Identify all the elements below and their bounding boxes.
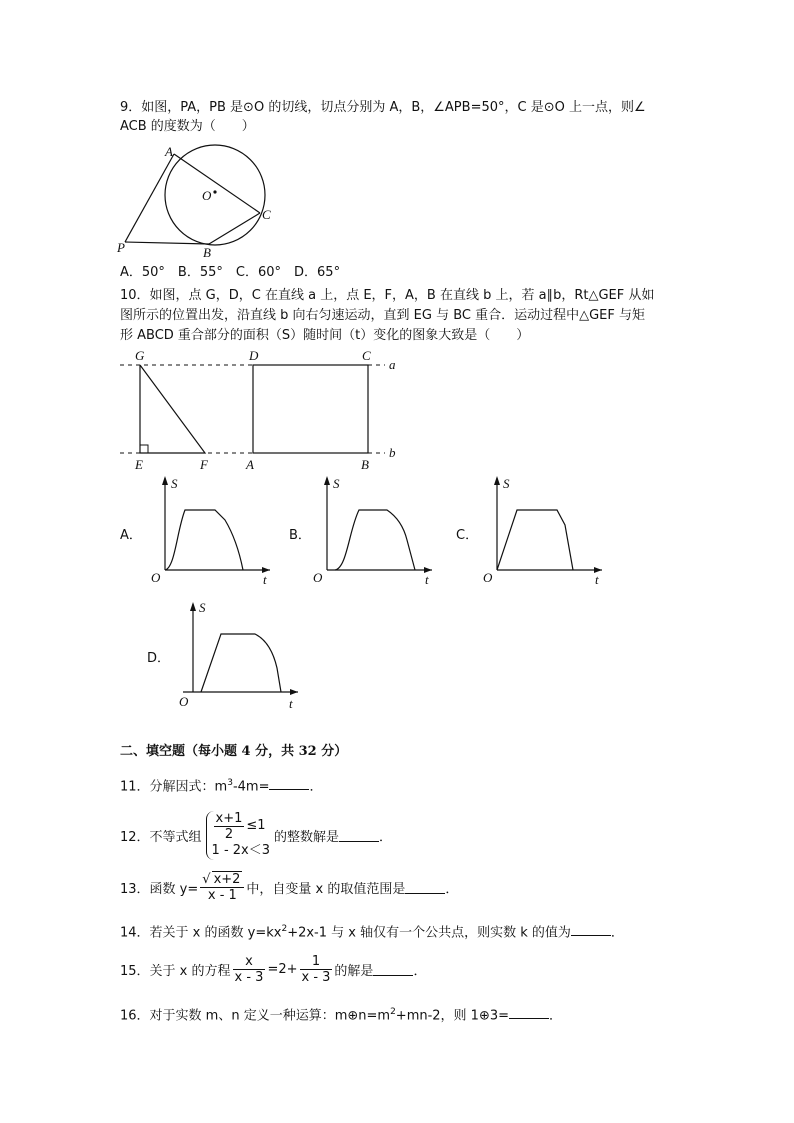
q15-fraction-1 (233, 954, 266, 985)
curve-b (335, 510, 415, 570)
q16 (120, 1003, 562, 1025)
q14 (120, 920, 624, 942)
q16-exp: 2 (390, 1007, 396, 1017)
q11-suffix: -4m= (232, 779, 270, 795)
q12-suffix: 的整数解是 (274, 829, 340, 845)
q16-answer-blank[interactable] (509, 1006, 549, 1019)
t-label: t (595, 572, 599, 587)
label-c: C (362, 348, 371, 363)
o-label: O (151, 570, 161, 585)
sqrt-sign: √ (202, 872, 211, 887)
curve-a (165, 510, 243, 570)
inequality-system (206, 811, 270, 860)
q13-radicand: x+2 (213, 872, 241, 887)
s-label: S (171, 476, 178, 491)
q15-prefix: 15．关于 x 的方程 (120, 963, 231, 979)
label-f: F (200, 457, 208, 472)
q14-exp: 2 (281, 924, 288, 934)
q13-fraction (200, 871, 244, 903)
q12-answer-blank[interactable] (339, 829, 379, 842)
q15-answer-blank[interactable] (373, 963, 413, 976)
right-angle-mark (140, 445, 148, 453)
curve-c (497, 510, 573, 570)
o-label: O (179, 694, 189, 709)
label-line-a: a (389, 357, 396, 372)
t-label: t (263, 572, 267, 587)
q12-prefix: 12．不等式组 (120, 829, 202, 845)
label-a-point: A (246, 457, 254, 472)
q15-num2: 1 (300, 954, 333, 970)
q11-prefix: 11．分解因式：m (120, 779, 228, 795)
q13-answer-blank[interactable] (405, 881, 445, 894)
q15 (120, 951, 426, 987)
label-b: B (203, 245, 211, 260)
s-label: S (199, 600, 206, 615)
q12-end: ． (379, 829, 393, 845)
q13-end: ． (445, 881, 459, 897)
t-arrow (290, 689, 298, 695)
q13-den: x - 1 (207, 888, 237, 903)
q12 (120, 803, 392, 867)
q10-line1: 10．如图，点 G，D，C 在直线 a 上，点 E，F，A，B 在直线 b 上，若 a∥b，Rt△GEF 从如 (120, 288, 655, 303)
choice-c-label: C． (456, 528, 479, 543)
q11-exp: 3 (227, 778, 233, 788)
q15-suffix: 的解是 (334, 963, 374, 979)
circle-o (165, 145, 265, 245)
q10-line2: 图所示的位置出发，沿直线 b 向右匀速运动，直到 EG 与 BC 重合．运动过程中△GEF 与矩 (120, 308, 645, 323)
choice-b-label: B． (289, 528, 311, 543)
choice-a-label: A． (120, 528, 142, 543)
choice-d-graph (173, 596, 308, 716)
q12-row2: 1 - 2x＜3 (211, 842, 271, 858)
q12-num: x+1 (215, 810, 243, 826)
label-p: P (117, 240, 125, 255)
q15-den1: x - 3 (234, 969, 264, 985)
q15-mid: =2+ (267, 961, 298, 977)
q11-end: ． (309, 779, 323, 795)
s-arrow (324, 476, 330, 485)
q15-num1: x (233, 954, 266, 970)
q15-end: ． (413, 963, 427, 979)
q10-line3: 形 ABCD 重合部分的面积（S）随时间（t）变化的图象大致是（ ） (120, 328, 530, 343)
q13-prefix: 13．函数 y= (120, 881, 199, 897)
section-title: 二、填空题（每小题 4 分，共 32 分） (120, 744, 348, 759)
label-d: D (249, 348, 259, 363)
q16-prefix: 16．对于实数 m、n 定义一种运算：m⊕n=m (120, 1008, 391, 1024)
curve-d (201, 634, 281, 692)
q14-answer-blank[interactable] (571, 923, 611, 936)
q14-mid: +2x-1 与 x 轴仅有一个公共点，则实数 k 的值为 (287, 925, 571, 941)
tangent-pa (125, 154, 174, 242)
q15-den2: x - 3 (301, 969, 331, 985)
label-a: A (165, 144, 173, 159)
q12-den: 2 (224, 826, 234, 842)
q11-answer-blank[interactable] (269, 777, 309, 790)
q9-line1: 9．如图，PA，PB 是⊙O 的切线，切点分别为 A，B，∠APB=50°，C 是⊙O 上一点，则∠ (120, 100, 646, 115)
o-label: O (483, 570, 493, 585)
t-label: t (425, 572, 429, 587)
q9-circle-figure (115, 140, 285, 265)
q14-prefix: 14．若关于 x 的函数 y=kx (120, 925, 282, 941)
choice-a-graph (145, 470, 280, 590)
label-line-b: b (389, 445, 396, 460)
s-label: S (333, 476, 340, 491)
tangent-pb (125, 242, 209, 244)
s-arrow (162, 476, 168, 485)
t-label: t (289, 696, 293, 711)
choice-d-label: D． (147, 651, 171, 666)
q13 (120, 869, 458, 905)
q10-rectangle-figure (115, 345, 405, 475)
q15-fraction-2 (300, 954, 333, 985)
label-e: E (135, 457, 143, 472)
label-o: O (202, 188, 212, 203)
q9-options: A．50° B．55° C．60° D．65° (120, 265, 341, 280)
choice-c-graph (477, 470, 612, 590)
q14-end: ． (610, 925, 624, 941)
label-c: C (262, 207, 271, 222)
q11 (120, 774, 323, 796)
q12-rel1: ≤1 (246, 818, 266, 833)
choice-b-graph (307, 470, 442, 590)
rect-abcd (253, 365, 368, 453)
label-b-point: B (361, 457, 369, 472)
q16-end: ． (549, 1008, 563, 1024)
o-label: O (313, 570, 323, 585)
label-g: G (135, 348, 145, 363)
s-arrow (190, 602, 196, 611)
center-dot (213, 190, 216, 193)
q16-mid: +mn-2，则 1⊕3= (395, 1008, 510, 1024)
q12-fraction (214, 811, 245, 842)
chord-ac (174, 154, 260, 213)
s-label: S (503, 476, 510, 491)
triangle-gef (140, 365, 205, 453)
q13-suffix: 中，自变量 x 的取值范围是 (246, 881, 406, 897)
q9-line2: ACB 的度数为（ ） (120, 119, 255, 134)
s-arrow (494, 476, 500, 485)
